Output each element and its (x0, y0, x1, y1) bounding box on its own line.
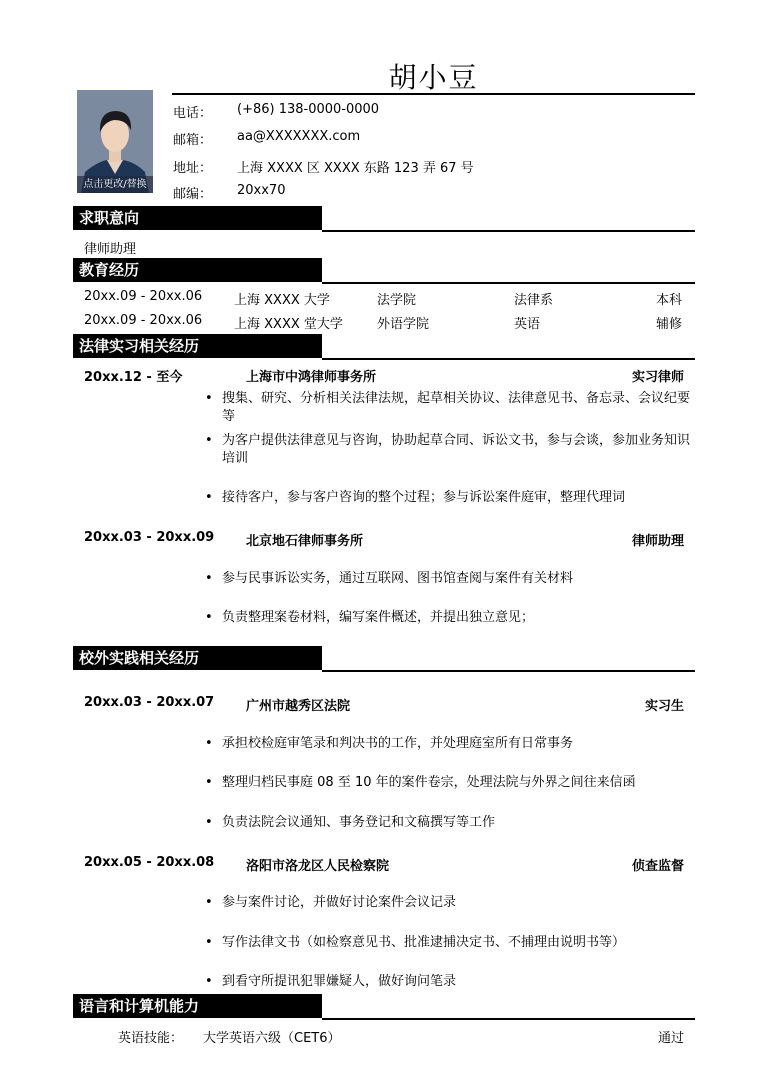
bullet-glyph: • (205, 935, 213, 950)
contact-address-label: 地址： (173, 161, 213, 176)
bullet-glyph: • (205, 736, 213, 751)
bullet-glyph: • (205, 391, 213, 406)
contact-postcode-value: 20xx70 (237, 183, 286, 198)
bullet-text: 负责法院会议通知、事务登记和文稿撰写等工作 (222, 815, 496, 830)
bullet-glyph: • (205, 895, 213, 910)
practice-2-role: 侦查监督 (631, 859, 684, 874)
practice-1-role: 实习生 (644, 699, 684, 714)
skill-english-value: 大学英语六级（CET6） (203, 1031, 341, 1046)
edu-1-school: 上海 XXXX 大学 (234, 293, 330, 308)
section-objective-rule (322, 230, 695, 232)
section-practice-rule (322, 670, 695, 672)
practice-2-dates: 20xx.05 - 20xx.08 (84, 855, 215, 870)
section-education-header: 教育经历 (73, 258, 322, 282)
intern-1-org: 上海市中鸿律师事务所 (246, 370, 377, 385)
contact-email-value: aa@XXXXXXX.com (237, 129, 361, 144)
contact-email-label: 邮箱： (173, 133, 213, 148)
bullet-text: 参与案件讨论，并做好讨论案件会议记录 (222, 895, 457, 910)
contact-postcode-label: 邮编： (173, 187, 213, 202)
skill-english-label: 英语技能： (118, 1031, 184, 1046)
photo-replace-caption[interactable]: 点击更改/替换 (77, 176, 153, 193)
bullet-text: 承担校检庭审笔录和判决书的工作，并处理庭室所有日常事务 (222, 736, 574, 751)
intern-2-role: 律师助理 (631, 534, 684, 549)
intern-1-dates: 20xx.12 - 至今 (84, 370, 183, 385)
intern-2-dates: 20xx.03 - 20xx.09 (84, 530, 215, 545)
edu-2-college: 外语学院 (377, 317, 430, 332)
skill-english-status: 通过 (657, 1031, 684, 1046)
profile-photo[interactable] (77, 90, 153, 193)
bullet-glyph: • (205, 490, 213, 505)
section-internship-rule (322, 358, 695, 360)
edu-2-dates: 20xx.09 - 20xx.06 (84, 313, 203, 328)
section-skills-header: 语言和计算机能力 (73, 994, 322, 1018)
bullet-text: 接待客户，参与客户咨询的整个过程；参与诉讼案件庭审，整理代理词 (222, 490, 626, 505)
practice-2-org: 洛阳市洛龙区人民检察院 (246, 859, 390, 874)
edu-1-dates: 20xx.09 - 20xx.06 (84, 289, 203, 304)
edu-2-degree: 辅修 (656, 317, 683, 332)
practice-1-org: 广州市越秀区法院 (246, 699, 351, 714)
bullet-glyph: • (205, 433, 213, 448)
bullet-glyph: • (205, 974, 213, 989)
edu-1-major: 法律系 (514, 293, 554, 308)
intern-1-role: 实习律师 (631, 370, 684, 385)
section-education-rule (322, 282, 695, 284)
bullet-text: 到看守所提讯犯罪嫌疑人，做好询问笔录 (222, 974, 457, 989)
bullet-text: 搜集、研究、分析相关法律法规，起草相关协议、法律意见书、备忘录、会议纪要等 (222, 391, 691, 424)
edu-1-degree: 本科 (656, 293, 683, 308)
intern-2-org: 北京地石律师事务所 (246, 534, 364, 549)
edu-2-school: 上海 XXXX 堂大学 (234, 317, 343, 332)
bullet-text: 参与民事诉讼实务，通过互联网、图书馆查阅与案件有关材料 (222, 571, 574, 586)
name-divider (172, 93, 695, 95)
contact-phone-value: (+86) 138-0000-0000 (237, 102, 380, 117)
contact-phone-label: 电话： (173, 106, 213, 121)
bullet-glyph: • (205, 815, 213, 830)
bullet-text: 写作法律文书（如检察意见书、批准逮捕决定书、不捕理由说明书等） (222, 935, 626, 950)
section-skills-rule (322, 1018, 695, 1020)
practice-1-dates: 20xx.03 - 20xx.07 (84, 695, 215, 710)
bullet-text: 整理归档民事庭 08 至 10 年的案件卷宗，处理法院与外界之间往来信函 (222, 775, 636, 790)
bullet-glyph: • (205, 571, 213, 586)
bullet-glyph: • (205, 610, 213, 625)
bullet-glyph: • (205, 775, 213, 790)
bullet-text: 负责整理案卷材料，编写案件概述，并提出独立意见； (222, 610, 535, 625)
contact-address-value: 上海 XXXX 区 XXXX 东路 123 弄 67 号 (237, 161, 474, 176)
objective-text: 律师助理 (84, 242, 137, 257)
section-practice-header: 校外实践相关经历 (73, 646, 322, 670)
section-internship-header: 法律实习相关经历 (73, 334, 322, 358)
section-objective-header: 求职意向 (73, 206, 322, 230)
edu-1-college: 法学院 (377, 293, 417, 308)
bullet-text: 为客户提供法律意见与咨询，协助起草合同、诉讼文书，参与会谈，参加业务知识培训 (222, 433, 691, 466)
edu-2-major: 英语 (514, 317, 541, 332)
resume-name: 胡小豆 (388, 61, 479, 94)
